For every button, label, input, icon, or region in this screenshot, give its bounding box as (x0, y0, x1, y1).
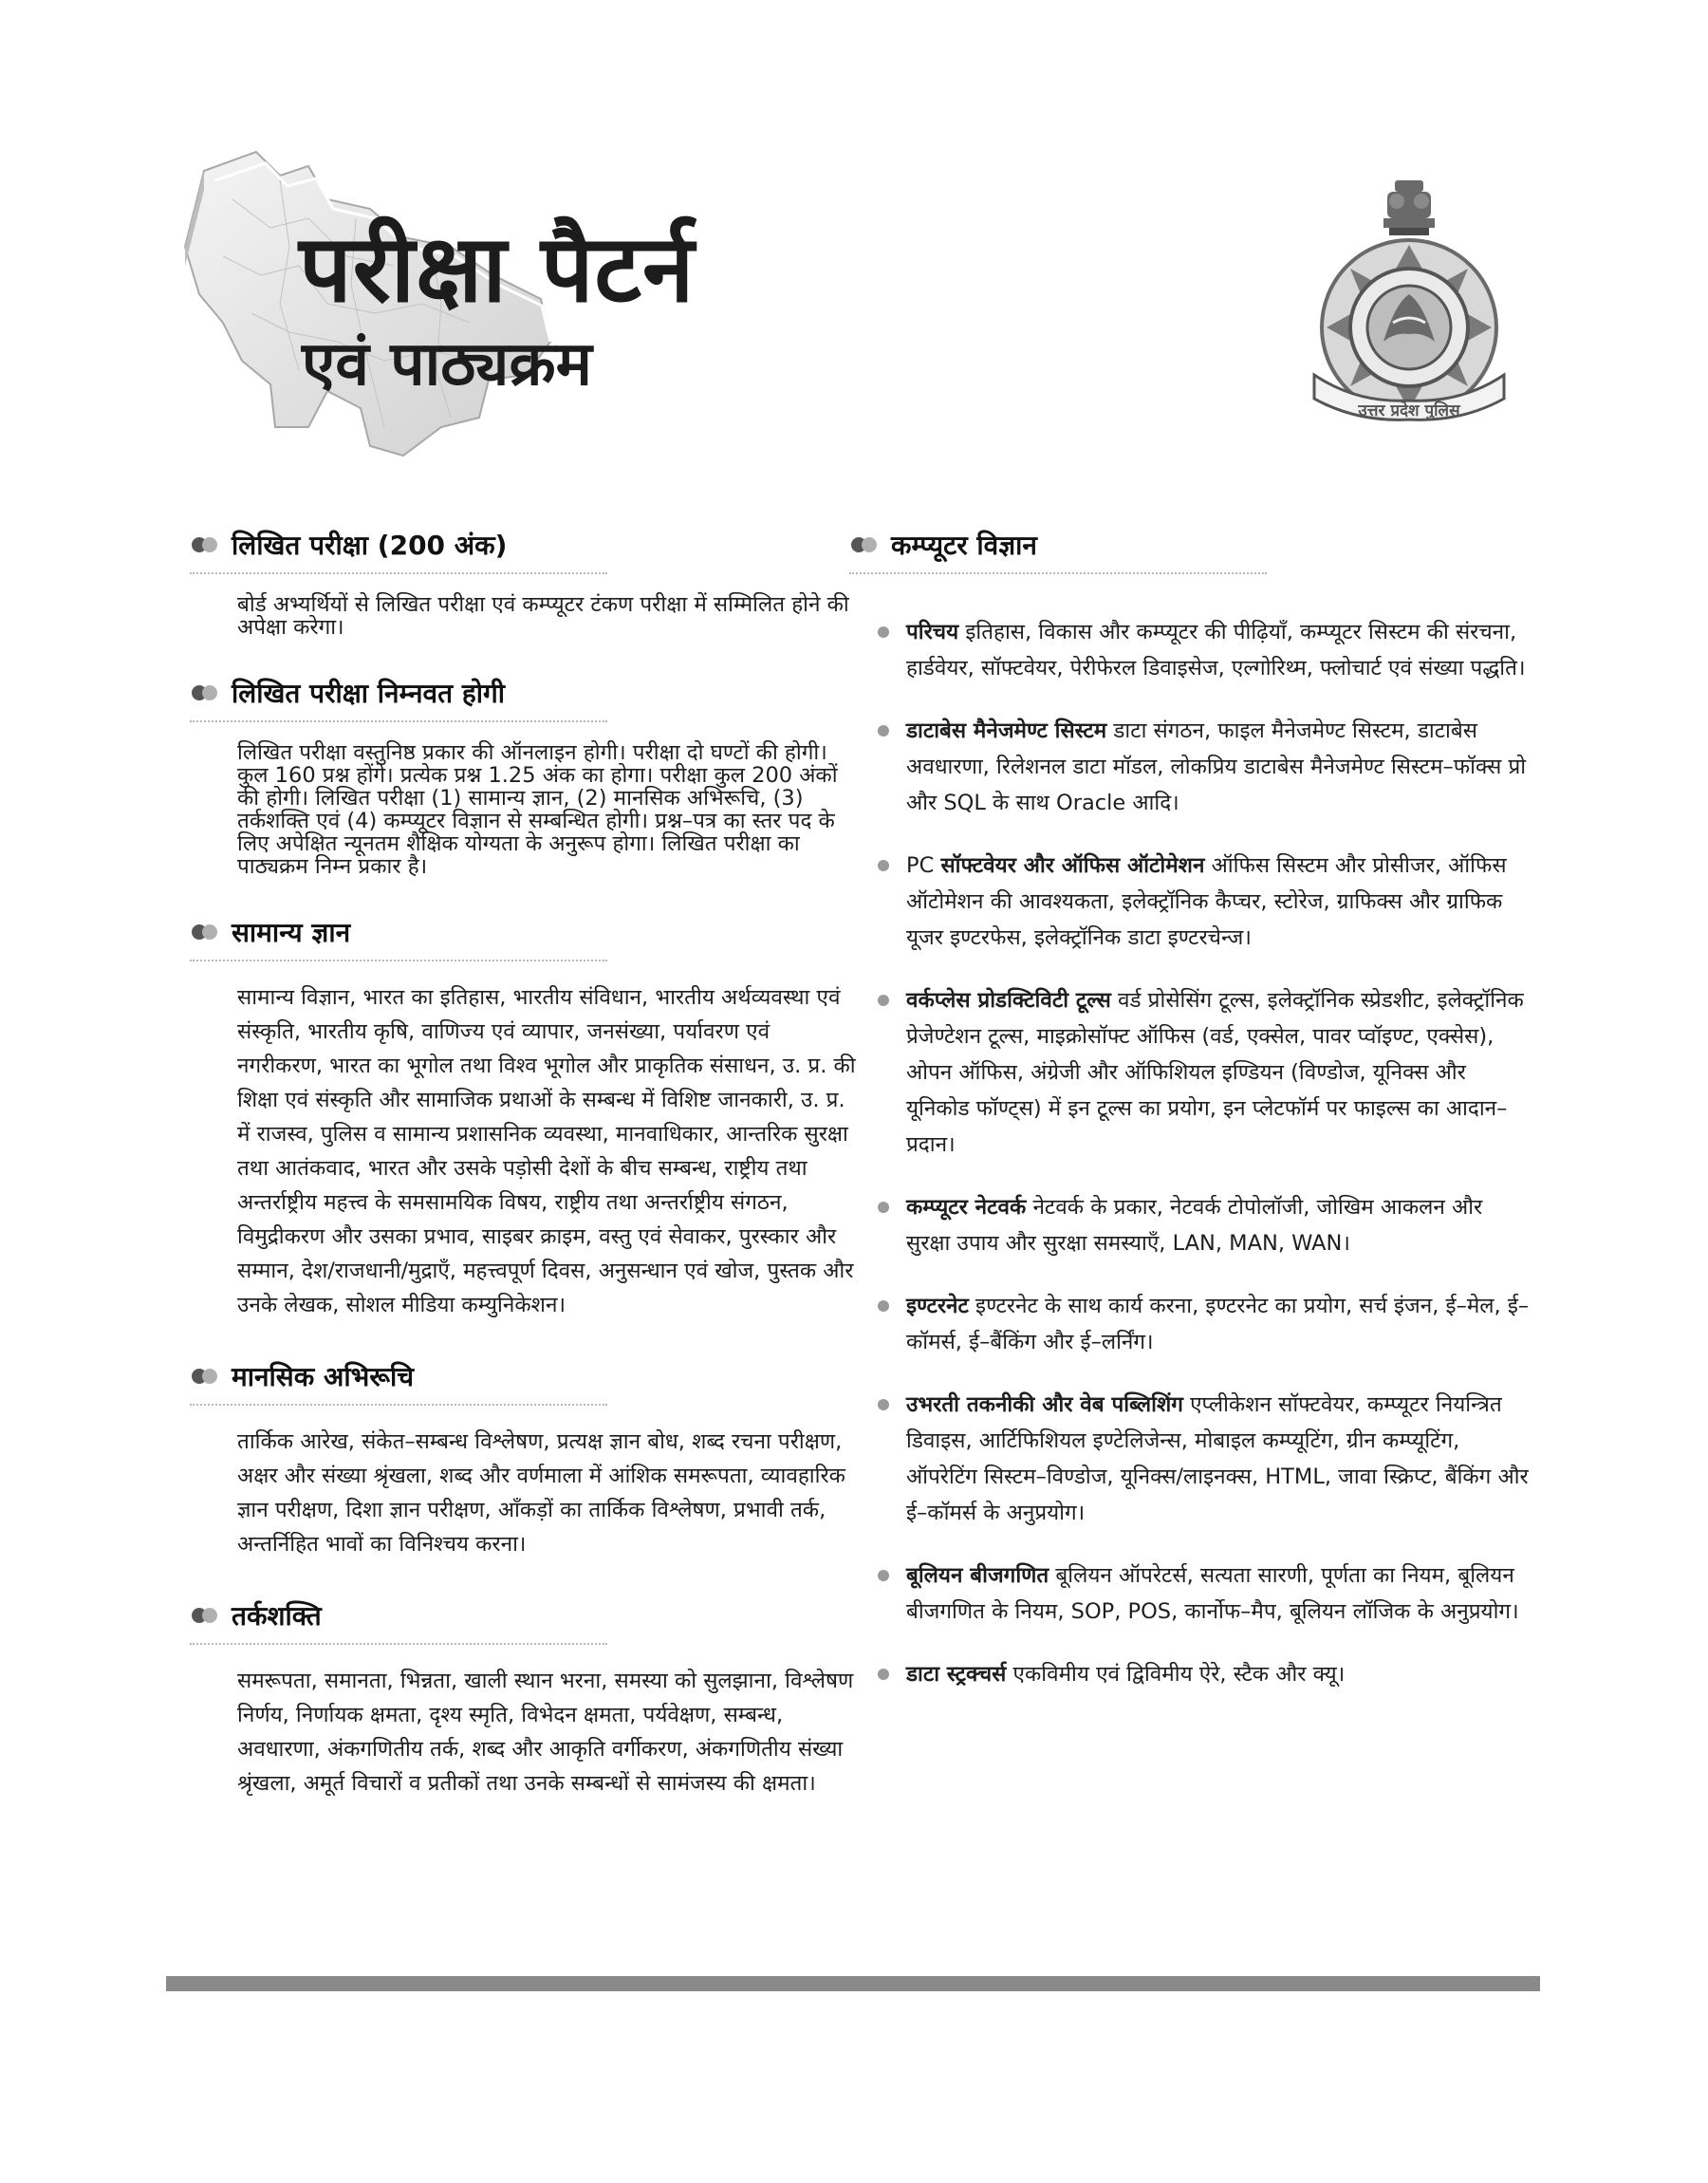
bullet-icon (849, 535, 878, 554)
emblem-label: उत्तर प्रदेश पुलिस (1358, 401, 1460, 420)
section-mental-aptitude (190, 1358, 859, 1561)
section-heading-text: मानसिक अभिरूचि (232, 1361, 415, 1392)
bullet-dot-icon (878, 995, 889, 1006)
bullet-dot-icon (878, 626, 889, 638)
bullet-dot-icon (878, 1669, 889, 1680)
section-heading-text: कम्प्यूटर विज्ञान (891, 530, 1037, 561)
section-heading-text: लिखित परीक्षा (200 अंक) (232, 530, 508, 561)
left-column (190, 527, 859, 1837)
list-item (849, 1387, 1532, 1531)
section-heading (190, 1358, 607, 1406)
topic-term: कम्प्यूटर नेटवर्क (906, 1195, 1027, 1220)
bullet-dot-icon (878, 1399, 889, 1410)
section-heading (190, 527, 607, 574)
list-item (849, 982, 1532, 1163)
topic-text: इण्टरनेट के साथ कार्य करना, इण्टरनेट का प्रयोग, सर्च इंजन, ई–मेल, ई–कॉमर्स, ई–बैंकिंग और ई–लर्निंग। (906, 1294, 1530, 1354)
page-subtitle: एवं पाठ्यक्रम (302, 329, 592, 400)
section-reasoning (190, 1597, 859, 1801)
topic-term: इण्टरनेट (906, 1294, 969, 1318)
bullet-icon (190, 1367, 218, 1386)
section-heading (190, 1597, 607, 1645)
topic-text: एप्लीकेशन सॉफ्टवेयर, कम्प्यूटर नियन्त्रित डिवाइस, आर्टिफिशियल इण्टेलिजेन्स, मोबाइल कम्प्यूटिंग, ग्रीन कम्प्यूटिंग, ऑपरेटिंग सिस्टम–विण्डोज, यूनिक्स/लाइनक्स, HTML, जावा स्क्रिप्ट, बैंकिंग और ई–कॉमर्स के अनुप्रयोग। (906, 1392, 1529, 1525)
up-police-emblem (1290, 180, 1528, 422)
section-written-exam-format (190, 675, 859, 878)
topic-term: परिचय (906, 620, 959, 644)
topic-term: उभरती तकनीकी और वेब पब्लिशिंग (906, 1392, 1183, 1417)
section-general-knowledge (190, 914, 859, 1322)
bullet-icon (190, 535, 218, 554)
list-item (849, 1558, 1532, 1630)
bullet-dot-icon (878, 1570, 889, 1581)
list-item (849, 614, 1532, 686)
section-heading-text: तर्कशक्ति (232, 1600, 322, 1632)
topic-term: डाटा स्ट्रक्चर्स (906, 1662, 1007, 1687)
section-heading (849, 527, 1267, 574)
section-heading (190, 675, 607, 722)
list-item (849, 848, 1532, 956)
section-heading-text: लिखित परीक्षा निम्नवत होगी (232, 678, 505, 709)
section-body: लिखित परीक्षा वस्तुनिष्ठ प्रकार की ऑनलाइन होगी। परीक्षा दो घण्टों की होगी। कुल 160 प्रश्न होंगे। प्रत्येक प्रश्न 1.25 अंक का होगा। परीक्षा कुल 200 अंकों की होगी। लिखित परीक्षा (1) सामान्य ज्ञान, (2) मानसिक अभिरूचि, (3) तर्कशक्ति एवं (4) कम्प्यूटर विज्ञान से सम्बन्धित होगी। प्रश्न–पत्र का स्तर पद के लिए अपेक्षित न्यूनतम शैक्षिक योग्यता के अनुरूप होगा। लिखित परीक्षा का पाठ्यक्रम निम्न प्रकार है। (237, 740, 838, 879)
topic-text: डाटा संगठन, फाइल मैनेजमेण्ट सिस्टम, डाटाबेस अवधारणा, रिलेशनल डाटा मॉडल, लोकप्रिय डाटाबेस मैनेजमेण्ट सिस्टम–फॉक्स प्रो और SQL के साथ Oracle आदि। (906, 718, 1527, 815)
bullet-icon (190, 923, 218, 942)
right-column (849, 527, 1532, 1719)
list-item (849, 1656, 1532, 1692)
bullet-dot-icon (878, 1202, 889, 1213)
section-body: बोर्ड अभ्यर्थियों से लिखित परीक्षा एवं कम्प्यूटर टंकण परीक्षा में सम्मिलित होने की अपेक्षा करेगा। (237, 592, 849, 640)
topic-text: एकविमीय एवं द्विविमीय ऐरे, स्टैक और क्यू। (1012, 1662, 1346, 1687)
list-item (849, 1288, 1532, 1360)
bullet-dot-icon (878, 860, 889, 871)
list-item (849, 713, 1532, 821)
bullet-dot-icon (878, 1300, 889, 1312)
list-item (849, 1189, 1532, 1261)
section-body: समरूपता, समानता, भिन्नता, खाली स्थान भरना, समस्या को सुलझाना, विश्लेषण निर्णय, निर्णायक क्षमता, दृश्य स्मृति, विभेदन क्षमता, पर्यवेक्षण, सम्बन्ध, अवधारणा, अंकगणितीय तर्क, शब्द और आकृति वर्गीकरण, अंकगणितीय संख्या श्रृंखला, अमूर्त विचारों व प्रतीकों तथा उनके सम्बन्धों से सामंजस्य की क्षमता। (237, 1669, 854, 1796)
topic-term: वर्कप्लेस प्रोडक्टिविटी टूल्स (906, 988, 1111, 1013)
section-body: तार्किक आरेख, संकेत–सम्बन्ध विश्लेषण, प्रत्यक्ष ज्ञान बोध, शब्द रचना परीक्षण, अक्षर और संख्या श्रृंखला, शब्द और वर्णमाला में आंशिक समरूपता, व्यावहारिक ज्ञान परीक्षण, दिशा ज्ञान परीक्षण, आँकड़ों का तार्किक विश्लेषण, प्रभावी तर्क, अन्तर्निहित भावों का विनिश्चय करना। (237, 1429, 845, 1557)
topic-text: बूलियन ऑपरेटर्स, सत्यता सारणी, पूर्णता का नियम, बूलियन बीजगणित के नियम, SOP, POS, कार्नोफ–मैप, बूलियन लॉजिक के अनुप्रयोग। (906, 1563, 1519, 1624)
topic-term: बूलियन बीजगणित (906, 1563, 1049, 1588)
bullet-dot-icon (878, 725, 889, 737)
topic-text: नेटवर्क के प्रकार, नेटवर्क टोपोलॉजी, जोखिम आकलन और सुरक्षा उपाय और सुरक्षा समस्याएँ, LAN, MAN, WAN। (906, 1195, 1483, 1256)
section-body: सामान्य विज्ञान, भारत का इतिहास, भारतीय संविधान, भारतीय अर्थव्यवस्था एवं संस्कृति, भारतीय कृषि, वाणिज्य एवं व्यापार, जनसंख्या, पर्यावरण एवं नगरीकरण, भारत का भूगोल तथा विश्व भूगोल और प्राकृतिक संसाधन, उ. प्र. की शिक्षा एवं संस्कृति और सामाजिक प्रथाओं के सम्बन्ध में विशिष्ट जानकारी, उ. प्र. में राजस्व, पुलिस व सामान्य प्रशासनिक व्यवस्था, मानवाधिकार, आन्तरिक सुरक्षा तथा आतंकवाद, भारत और उसके पड़ोसी देशों के बीच सम्बन्ध, राष्ट्रीय तथा अन्तर्राष्ट्रीय महत्त्व के समसामयिक विषय, राष्ट्रीय तथा अन्तर्राष्ट्रीय संगठन, विमुद्रीकरण और उसका प्रभाव, साइबर क्राइम, वस्तु एवं सेवाकर, पुरस्कार और सम्मान, देश/राजधानी/मुद्राएँ, महत्त्वपूर्ण दिवस, अनुसन्धान एवं खोज, पुस्तक और उनके लेखक, सोशल मीडिया कम्युनिकेशन। (237, 985, 856, 1317)
section-written-exam (190, 527, 859, 639)
topic-term: डाटाबेस मैनेजमेण्ट सिस्टम (906, 718, 1107, 743)
topic-text: वर्ड प्रोसेसिंग टूल्स, इलेक्ट्रॉनिक स्प्रेडशीट, इलेक्ट्रॉनिक प्रेजेण्टेशन टूल्स, माइक्रोसॉफ्ट ऑफिस (वर्ड, एक्सेल, पावर प्वॉइण्ट, एक्सेस), ओपन ऑफिस, अंग्रेजी और ऑफिशियल इण्डियन (विण्डोज, यूनिक्स और यूनिकोड फॉण्ट्स) में इन टूल्स का प्रयोग, इन प्लेटफॉर्म पर फाइल्स का आदान–प्रदान। (906, 988, 1524, 1157)
topic-text: ऑफिस सिस्टम और प्रोसीजर, ऑफिस ऑटोमेशन की आवश्यकता, इलेक्ट्रॉनिक कैप्चर, स्टोरेज, ग्राफिक्स और ग्राफिक यूजर इण्टरफेस, इलेक्ट्रॉनिक डाटा इण्टरचेन्ज। (906, 853, 1507, 950)
page-title: परीक्षा पैटर्न (299, 215, 696, 324)
topic-prefix: PC (906, 853, 935, 878)
section-heading-text: सामान्य ज्ञान (232, 917, 351, 948)
section-heading (190, 914, 607, 961)
computer-science-topic-list (849, 614, 1532, 1692)
bullet-icon (190, 1606, 218, 1625)
topic-term: सॉफ्टवेयर और ऑफिस ऑटोमेशन (940, 853, 1205, 878)
topic-text: इतिहास, विकास और कम्प्यूटर की पीढ़ियाँ, कम्प्यूटर सिस्टम की संरचना, हार्डवेयर, सॉफ्टवेयर, पेरीफेरल डिवाइसेज, एल्गोरिथ्म, फ्लोचार्ट एवं संख्या पद्धति। (906, 620, 1526, 681)
bullet-icon (190, 683, 218, 702)
footer-divider-bar (166, 1976, 1540, 1991)
